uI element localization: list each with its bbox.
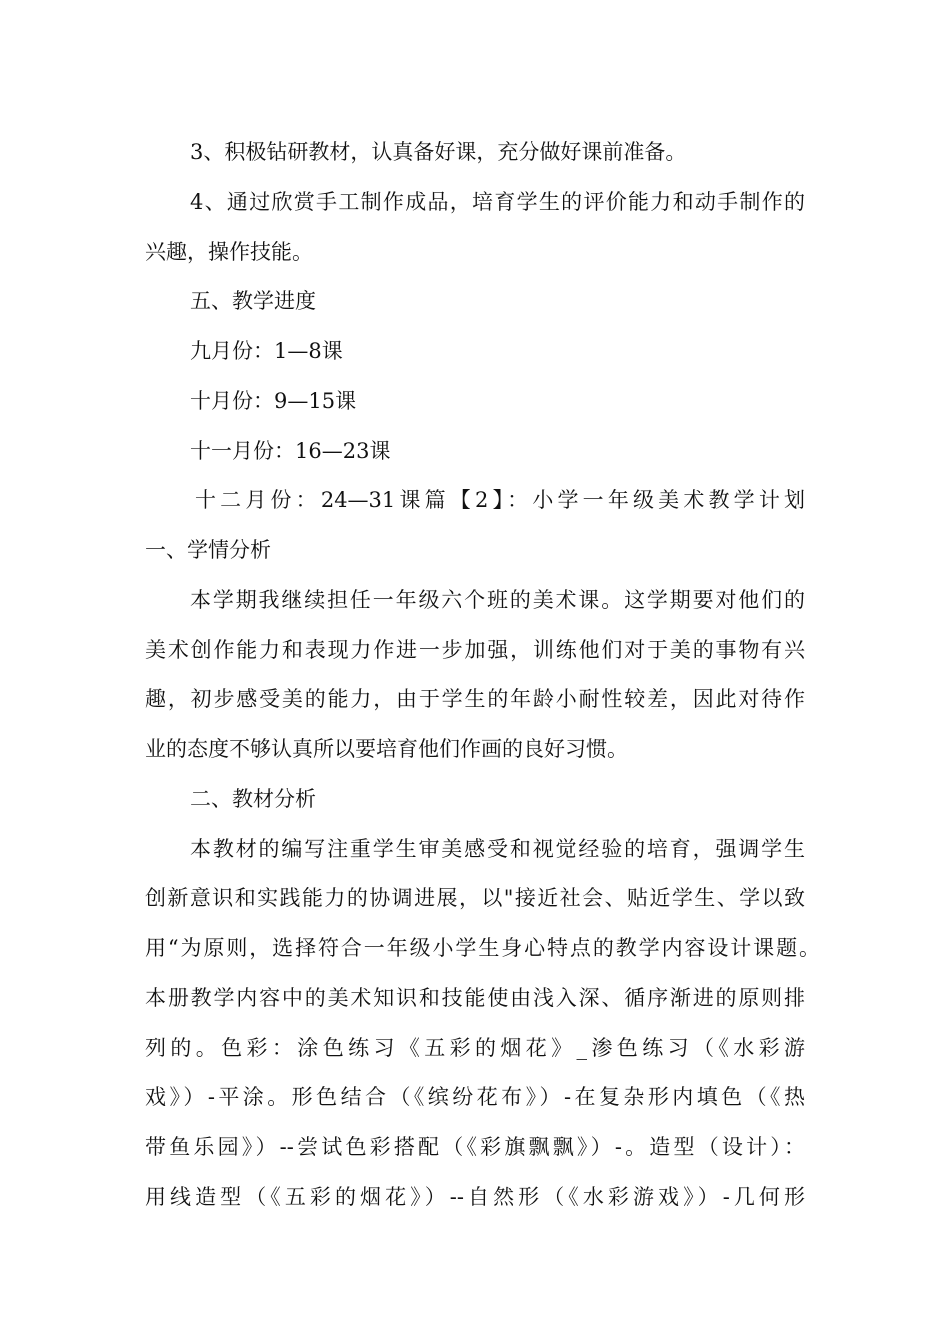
text-line: 业的态度不够认真所以要培育他们作画的良好习惯。 bbox=[145, 737, 628, 761]
text-line: 本教材的编写注重学生审美感受和视觉经验的培育，强调学生 bbox=[190, 837, 805, 861]
schedule-item-with-title: 十二月份：24—31课篇【2】：小学一年级美术教学计划 bbox=[195, 488, 805, 512]
text-line: 3、积极钻研教材，认真备好课，充分做好课前准备。 bbox=[190, 140, 687, 164]
text-line: 本学期我继续担任一年级六个班的美术课。这学期要对他们的 bbox=[190, 588, 805, 612]
text-line: 4、通过欣赏手工制作成品，培育学生的评价能力和动手制作的 bbox=[190, 190, 805, 214]
text-line: 用线造型（《五彩的烟花》）--自然形（《水彩游戏》）-几何形 bbox=[145, 1185, 805, 1209]
text-line: 兴趣，操作技能。 bbox=[145, 240, 313, 264]
text-line: 用“为原则，选择符合一年级小学生身心特点的教学内容设计课题。 bbox=[145, 936, 820, 960]
schedule-item: 十月份：9—15课 bbox=[190, 389, 357, 413]
section-heading: 一、学情分析 bbox=[145, 538, 271, 562]
text-line: 本册教学内容中的美术知识和技能使由浅入深、循序渐进的原则排 bbox=[145, 986, 805, 1010]
schedule-item: 十一月份：16—23课 bbox=[190, 439, 391, 463]
schedule-item: 九月份：1—8课 bbox=[190, 339, 343, 363]
text-line: 带鱼乐园》）--尝试色彩搭配（《彩旗飘飘》）-。造型（设计）： bbox=[145, 1135, 805, 1159]
text-line: 美术创作能力和表现力作进一步加强，训练他们对于美的事物有兴 bbox=[145, 638, 805, 662]
section-heading: 二、教材分析 bbox=[190, 787, 316, 811]
text-line: 创新意识和实践能力的协调进展，以"接近社会、贴近学生、学以致 bbox=[145, 886, 805, 910]
text-line: 趣，初步感受美的能力，由于学生的年龄小耐性较差，因此对待作 bbox=[145, 687, 805, 711]
section-heading: 五、教学进度 bbox=[190, 289, 316, 313]
text-line: 列的。色彩：涂色练习《五彩的烟花》_渗色练习（《水彩游 bbox=[145, 1036, 805, 1060]
text-line: 戏》）-平涂。形色结合（《缤纷花布》）-在复杂形内填色（《热 bbox=[145, 1085, 805, 1109]
